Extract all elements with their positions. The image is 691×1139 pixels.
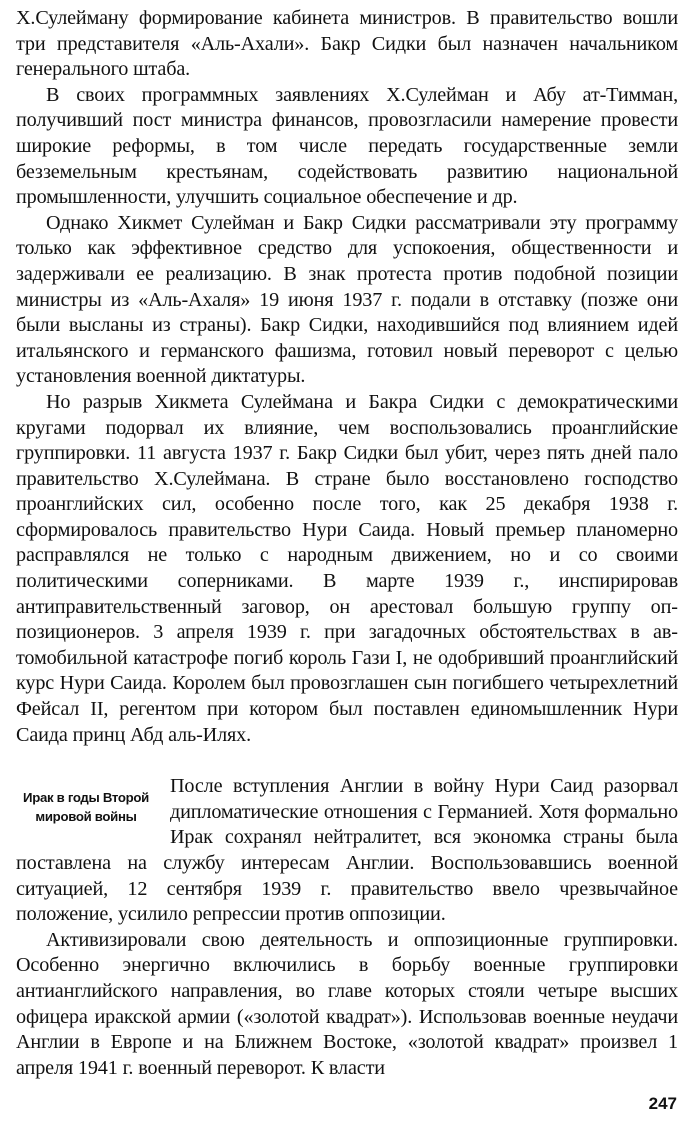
paragraph-2: В своих программных заявлениях Х.Сулейман и Абу ат-Тимман, получивший пост министра финансов, провозгласили намерение провести широкие реформы, в том числе передать государственные земли безземельным крестьянам, содействовать развитию национальной промышленности, улучшить социальное обеспечение и др. xyxy=(16,83,678,209)
paragraph-3: Однако Хикмет Сулейман и Бакр Сидки рассматривали эту программу только как эффективное средство для успокоения, общественности и задерживали ее реализацию. В знак протеста против подобной позиции министры из «Аль-Ахаля» 19 июня 1937 г. подали в отставку (позже они были высланы из страны). Бакр Сидки, находившийся под влиянием идей итальянского и германского фашизма, готовил новый переворот с целью установления военной диктатуры. xyxy=(16,211,678,388)
paragraph-5: После вступления Англии в войну Нури Саид разорвал дипломатические отношения с Германией. Хотя формально Ирак сохранял нейтралитет, вся экономка страны была поставлена на службу интересам Англии. Воспользовавшись военной ситуацией, 12 сентября 1939 г. правительство ввело чрезвычайное положение, усилило репрессии против оппозиции. xyxy=(16,775,678,926)
section-heading: Ирак в годы Второй мировой войны xyxy=(23,790,149,825)
paragraph-1: Х.Сулейману формирование кабинета министров. В правительство вошли три представителя «Аль-Ахали». Бакр Сидки был назначен начальником генерального штаба. xyxy=(16,7,678,81)
page-number: 247 xyxy=(648,1094,677,1113)
paragraph-6: Активизировали свою деятельность и оппозиционные группировки. Особенно энергично включились в борьбу военные группировки антианглийского направления, во главе которых стояли четыре высших офицера иракской армии («золотой квадрат»). Использовав военные неудачи Англии в Европе и на Ближнем Востоке, «золотой квадрат» произвел 1 апреля 1941 г. военный переворот. К власти xyxy=(16,928,678,1079)
section-iraq-ww2 xyxy=(16,774,678,1081)
paragraph-4: Но разрыв Хикмета Сулеймана и Бакра Сидки с демократическими кругами подорвал их влияние, чем воспользовались проанглийские группировки. 11 августа 1937 г. Бакр Сидки был убит, через пять дней пало правительство Х.Сулеймана. В стране было восстановлено господство проанглийских сил, особенно после того, как 25 декабря 1938 г. сформировалось правительство Нури Саида. Новый премьер планомерно расправлялся не только с народным движением, но и со своими политическими соперниками. В марте 1939 г., инспирировав антиправительственный заговор, он арестовал большую группу оппозиционеров. 3 апреля 1939 г. при загадочных обстоятельствах в автомобильной катастрофе погиб король Гази I, не одобривший проанглийский курс Нури Саида. Королем был провозглашен сын погибшего четырехлетний Фейсал II, регентом при котором был поставлен единомышленник Нури Саида принц Абд аль-Илях. xyxy=(16,390,678,746)
page-body xyxy=(16,6,678,1081)
